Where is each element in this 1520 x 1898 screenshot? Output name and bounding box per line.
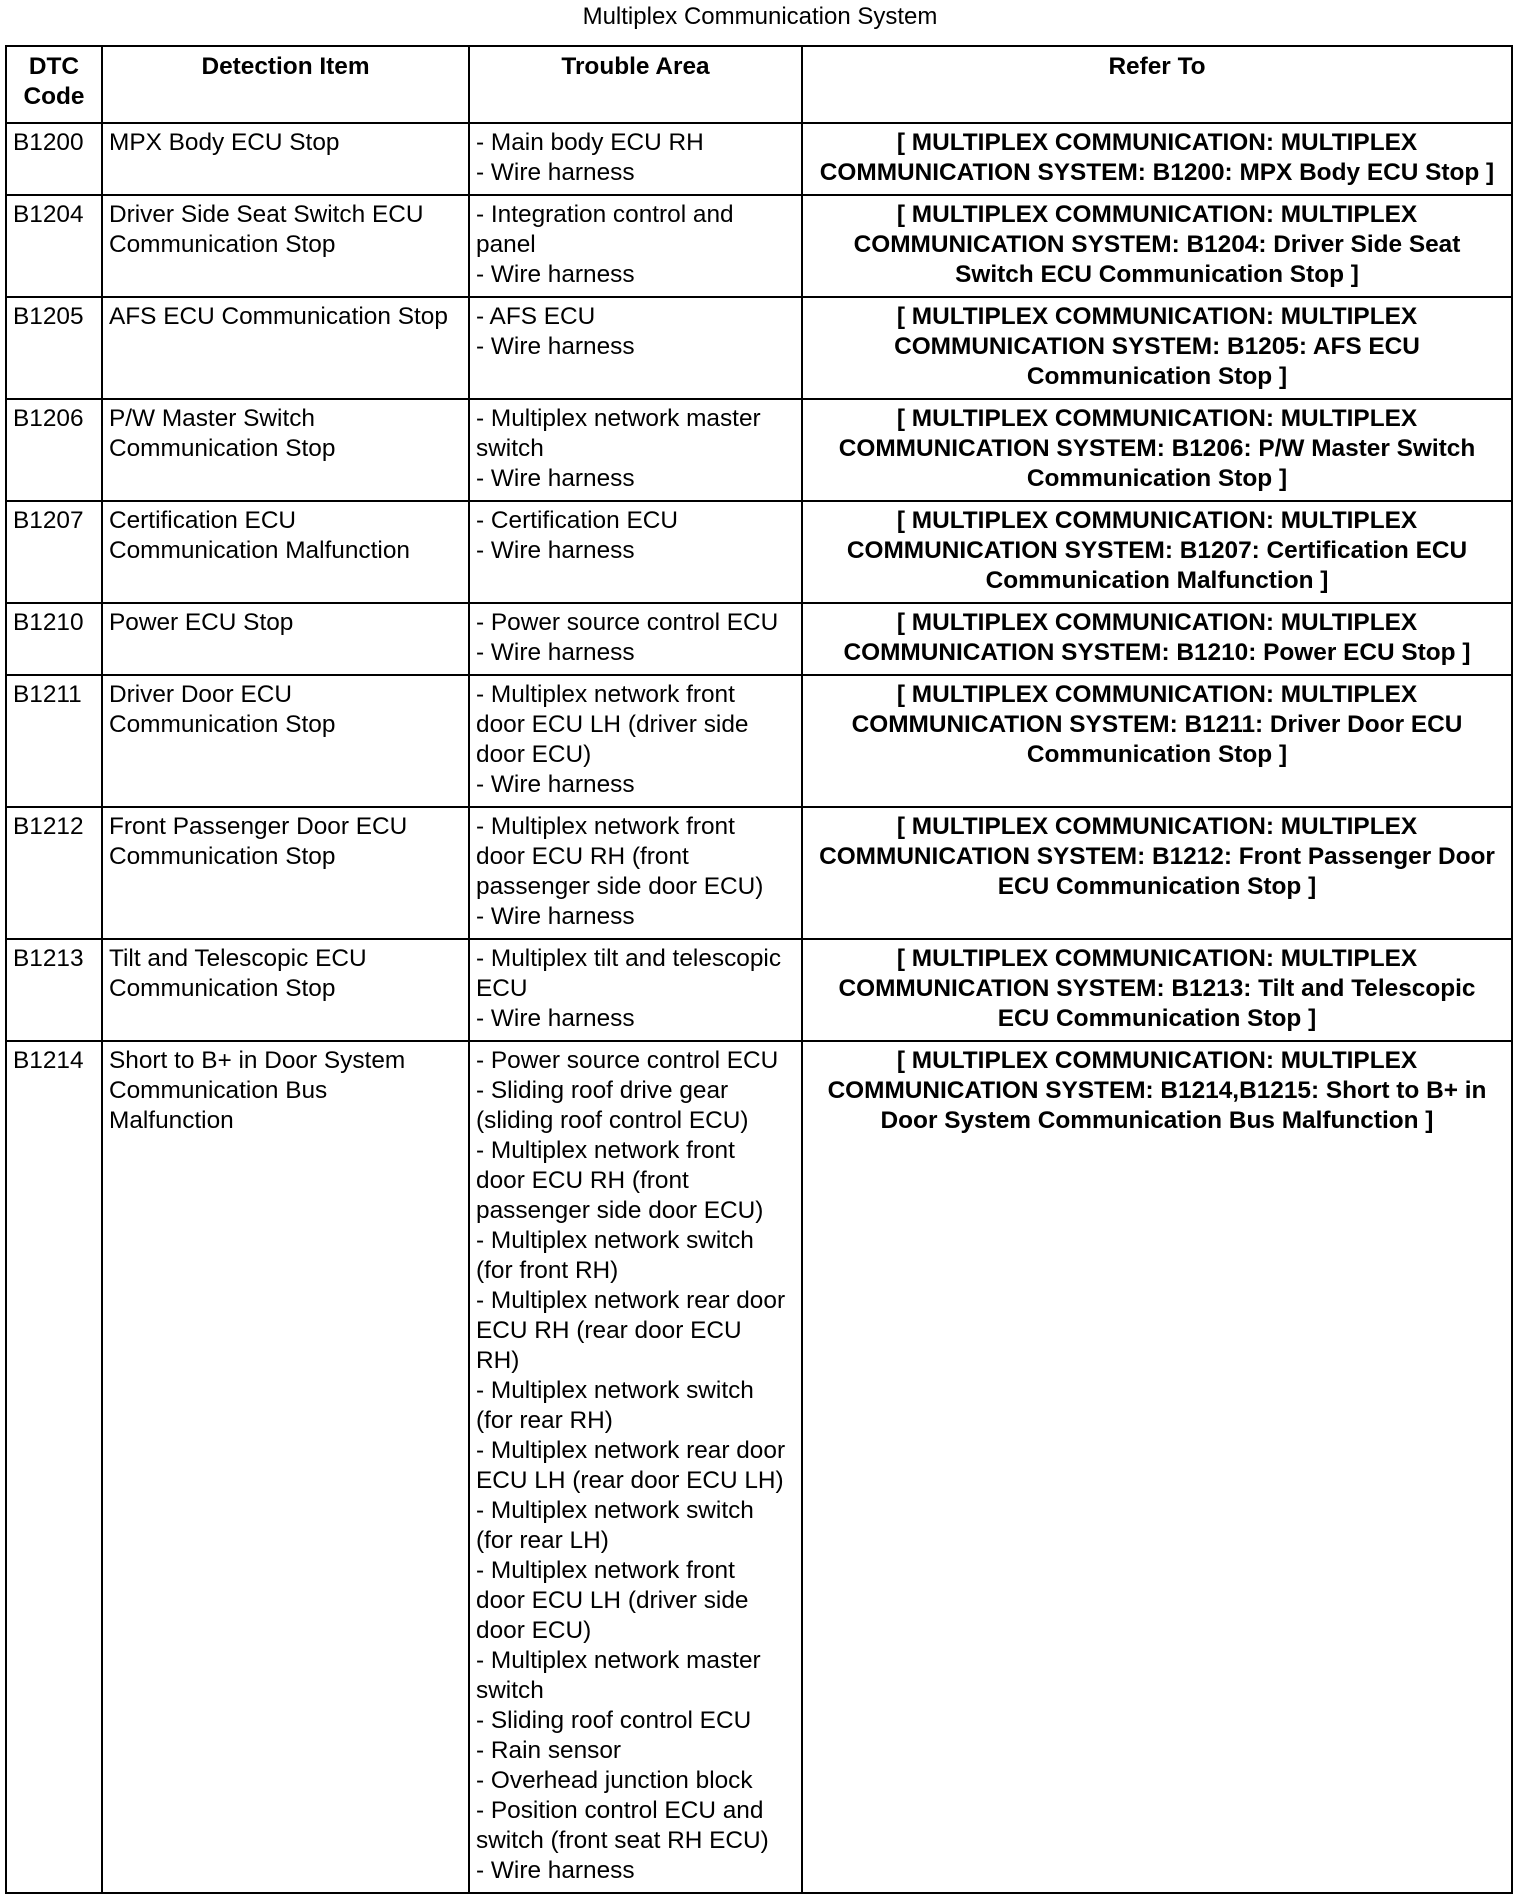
trouble-area-cell: - AFS ECU - Wire harness — [469, 297, 802, 399]
table-row — [6, 939, 1512, 1041]
header-row — [6, 46, 1512, 123]
table-row — [6, 195, 1512, 297]
detection-item-cell: Front Passenger Door ECU Communication Stop — [102, 807, 469, 939]
trouble-area-cell: - Certification ECU - Wire harness — [469, 501, 802, 603]
refer-to-link[interactable]: [ MULTIPLEX COMMUNICATION: MULTIPLEX COMMUNICATION SYSTEM: B1210: Power ECU Stop ] — [802, 603, 1512, 675]
trouble-area-cell: - Multiplex network front door ECU RH (front passenger side door ECU) - Wire harness — [469, 807, 802, 939]
header-trouble-area: Trouble Area — [469, 46, 802, 123]
refer-to-link[interactable]: [ MULTIPLEX COMMUNICATION: MULTIPLEX COMMUNICATION SYSTEM: B1214,B1215: Short to B+ in Door System Communication Bus Malfunction ] — [802, 1041, 1512, 1893]
detection-item-cell: AFS ECU Communication Stop — [102, 297, 469, 399]
detection-item-cell: MPX Body ECU Stop — [102, 123, 469, 195]
refer-to-link[interactable]: [ MULTIPLEX COMMUNICATION: MULTIPLEX COMMUNICATION SYSTEM: B1213: Tilt and Telescopic ECU Communication Stop ] — [802, 939, 1512, 1041]
table-row — [6, 297, 1512, 399]
detection-item-cell: Tilt and Telescopic ECU Communication Stop — [102, 939, 469, 1041]
refer-to-link[interactable]: [ MULTIPLEX COMMUNICATION: MULTIPLEX COMMUNICATION SYSTEM: B1212: Front Passenger Door ECU Communication Stop ] — [802, 807, 1512, 939]
table-header — [6, 46, 1512, 123]
table-row — [6, 1041, 1512, 1893]
refer-to-link[interactable]: [ MULTIPLEX COMMUNICATION: MULTIPLEX COMMUNICATION SYSTEM: B1200: MPX Body ECU Stop ] — [802, 123, 1512, 195]
detection-item-cell: Short to B+ in Door System Communication Bus Malfunction — [102, 1041, 469, 1893]
trouble-area-cell: - Power source control ECU - Sliding roof drive gear (sliding roof control ECU) - Multiplex network front door ECU RH (front passenger side door ECU) - Multiplex network switch (for front RH) - Multiplex network rear door ECU RH (rear door ECU RH) - Multiplex network switch (for rear RH) - Multiplex network rear door ECU LH (rear door ECU LH) - Multiplex network switch (for rear LH) - Multiplex network front door ECU LH (driver side door ECU) - Multiplex network master switch - Sliding roof control ECU - Rain sensor - Overhead junction block - Position control ECU and switch (front seat RH ECU) - Wire harness — [469, 1041, 802, 1893]
table-row — [6, 501, 1512, 603]
dtc-table — [5, 45, 1513, 1894]
dtc-code-cell: B1207 — [6, 501, 102, 603]
refer-to-link[interactable]: [ MULTIPLEX COMMUNICATION: MULTIPLEX COMMUNICATION SYSTEM: B1205: AFS ECU Communication Stop ] — [802, 297, 1512, 399]
page-caption: Multiplex Communication System — [582, 3, 938, 30]
trouble-area-cell: - Multiplex network master switch - Wire harness — [469, 399, 802, 501]
dtc-code-cell: B1200 — [6, 123, 102, 195]
dtc-code-cell: B1204 — [6, 195, 102, 297]
refer-to-link[interactable]: [ MULTIPLEX COMMUNICATION: MULTIPLEX COMMUNICATION SYSTEM: B1204: Driver Side Seat Switch ECU Communication Stop ] — [802, 195, 1512, 297]
table-row — [6, 675, 1512, 807]
detection-item-cell: Certification ECU Communication Malfunction — [102, 501, 469, 603]
trouble-area-cell: - Multiplex tilt and telescopic ECU - Wire harness — [469, 939, 802, 1041]
dtc-code-cell: B1206 — [6, 399, 102, 501]
dtc-code-cell: B1212 — [6, 807, 102, 939]
detection-item-cell: Power ECU Stop — [102, 603, 469, 675]
refer-to-link[interactable]: [ MULTIPLEX COMMUNICATION: MULTIPLEX COMMUNICATION SYSTEM: B1207: Certification ECU Communication Malfunction ] — [802, 501, 1512, 603]
dtc-code-cell: B1210 — [6, 603, 102, 675]
trouble-area-cell: - Integration control and panel - Wire harness — [469, 195, 802, 297]
refer-to-link[interactable]: [ MULTIPLEX COMMUNICATION: MULTIPLEX COMMUNICATION SYSTEM: B1206: P/W Master Switch Communication Stop ] — [802, 399, 1512, 501]
trouble-area-cell: - Power source control ECU - Wire harness — [469, 603, 802, 675]
table-row — [6, 399, 1512, 501]
dtc-code-cell: B1214 — [6, 1041, 102, 1893]
detection-item-cell: Driver Door ECU Communication Stop — [102, 675, 469, 807]
trouble-area-cell: - Main body ECU RH - Wire harness — [469, 123, 802, 195]
header-dtc-code: DTC Code — [6, 46, 102, 123]
table-body — [6, 123, 1512, 1893]
header-refer-to: Refer To — [802, 46, 1512, 123]
dtc-code-cell: B1205 — [6, 297, 102, 399]
dtc-code-cell: B1211 — [6, 675, 102, 807]
trouble-area-cell: - Multiplex network front door ECU LH (driver side door ECU) - Wire harness — [469, 675, 802, 807]
table-row — [6, 603, 1512, 675]
detection-item-cell: P/W Master Switch Communication Stop — [102, 399, 469, 501]
detection-item-cell: Driver Side Seat Switch ECU Communication Stop — [102, 195, 469, 297]
table-row — [6, 123, 1512, 195]
refer-to-link[interactable]: [ MULTIPLEX COMMUNICATION: MULTIPLEX COMMUNICATION SYSTEM: B1211: Driver Door ECU Communication Stop ] — [802, 675, 1512, 807]
dtc-code-cell: B1213 — [6, 939, 102, 1041]
table-row — [6, 807, 1512, 939]
header-detection-item: Detection Item — [102, 46, 469, 123]
